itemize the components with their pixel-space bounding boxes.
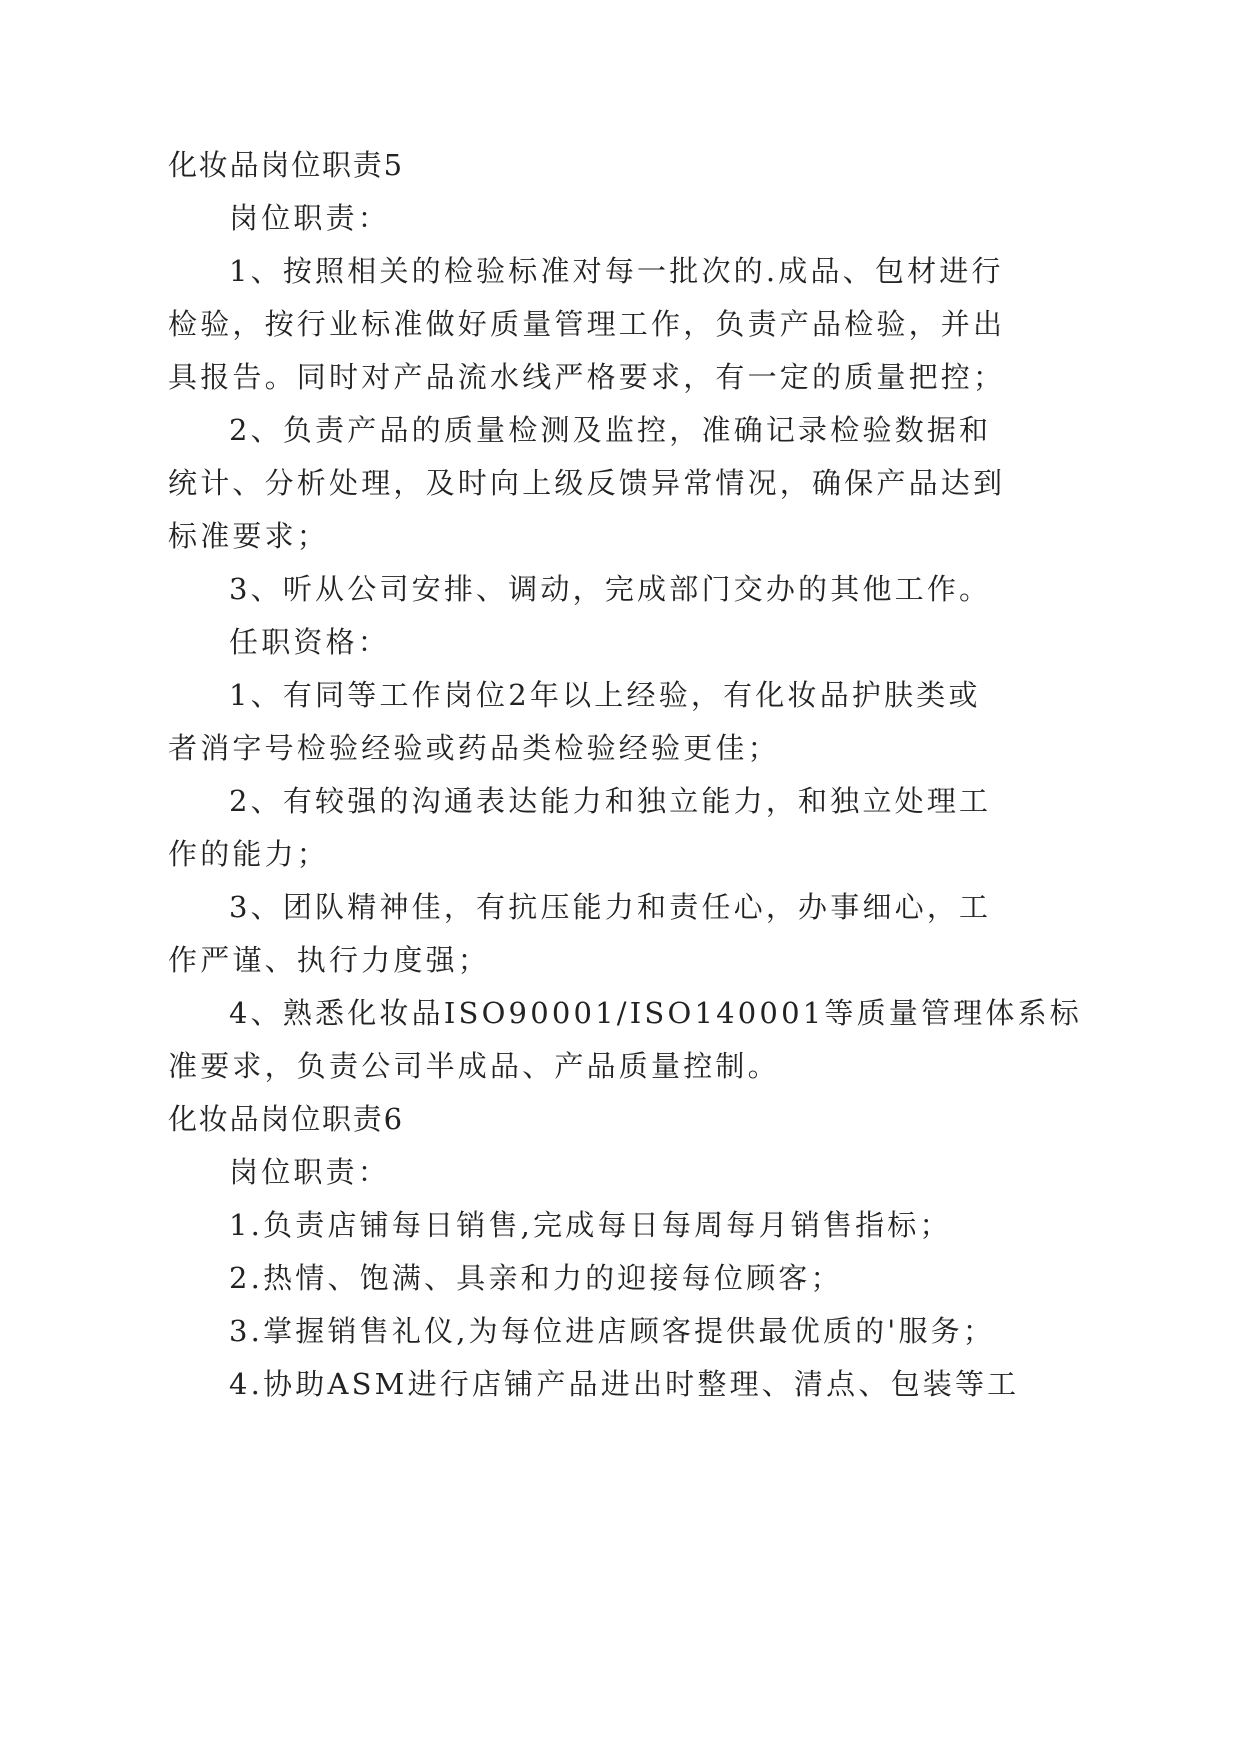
paragraph-line: 检验，按行业标准做好质量管理工作，负责产品检验，并出: [168, 307, 1006, 341]
section-heading-6: 化妆品岗位职责6: [168, 1102, 404, 1136]
paragraph-line: 作严谨、执行力度强；: [168, 943, 491, 977]
paragraph-line: 4.协助ASM进行店铺产品进出时整理、清点、包装等工: [229, 1367, 1020, 1401]
section-heading-5: 化妆品岗位职责5: [168, 148, 404, 182]
paragraph-line: 任职资格：: [229, 625, 391, 659]
paragraph-line: 准要求，负责公司半成品、产品质量控制。: [168, 1049, 780, 1083]
paragraph-line: 3、团队精神佳，有抗压能力和责任心，办事细心，工: [229, 890, 992, 924]
paragraph-line: 岗位职责：: [229, 1155, 391, 1189]
paragraph-line: 1.负责店铺每日销售,完成每日每周每月销售指标；: [229, 1208, 952, 1242]
paragraph-line: 3.掌握销售礼仪,为每位进店顾客提供最优质的'服务；: [229, 1314, 996, 1348]
paragraph-line: 标准要求；: [168, 519, 330, 553]
paragraph-line: 作的能力；: [168, 837, 330, 871]
paragraph-line: 2.热情、饱满、具亲和力的迎接每位顾客；: [229, 1261, 843, 1295]
paragraph-line: 统计、分析处理，及时向上级反馈异常情况，确保产品达到: [168, 466, 1006, 500]
paragraph-line: 4、熟悉化妆品ISO90001/ISO140001等质量管理体系标: [229, 996, 1082, 1030]
paragraph-line: 3、听从公司安排、调动，完成部门交办的其他工作。: [229, 572, 992, 606]
paragraph-line: 者消字号检验经验或药品类检验经验更佳；: [168, 731, 780, 765]
paragraph-line: 2、负责产品的质量检测及监控，准确记录检验数据和: [229, 413, 992, 447]
paragraph-line: 2、有较强的沟通表达能力和独立能力，和独立处理工: [229, 784, 992, 818]
paragraph-line: 1、按照相关的检验标准对每一批次的.成品、包材进行: [229, 254, 1004, 288]
paragraph-line: 具报告。同时对产品流水线严格要求，有一定的质量把控；: [168, 360, 1006, 394]
paragraph-line: 1、有同等工作岗位2年以上经验，有化妆品护肤类或: [229, 678, 981, 712]
paragraph-line: 岗位职责：: [229, 201, 391, 235]
